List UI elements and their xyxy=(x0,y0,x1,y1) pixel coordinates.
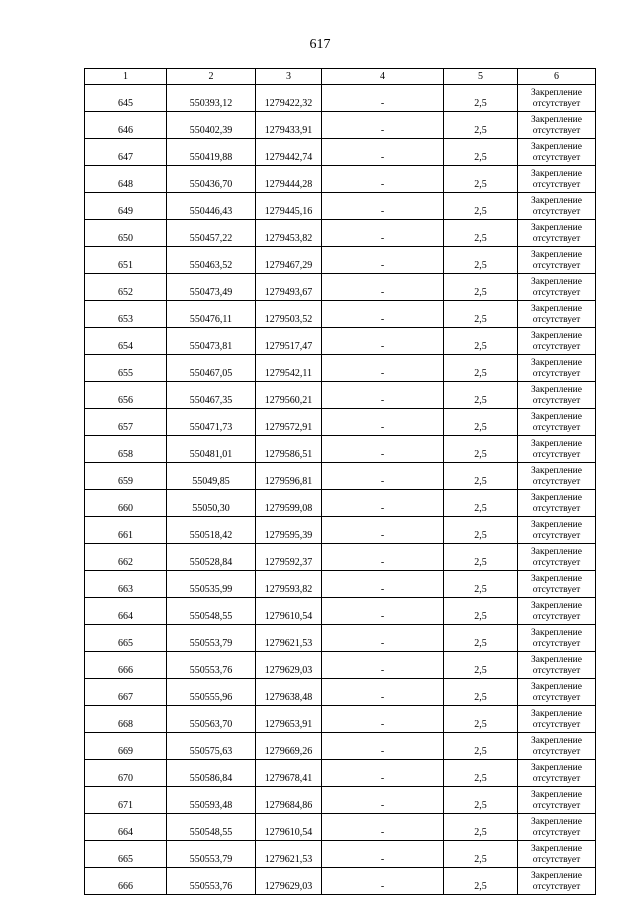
note-text-line: Закрепление xyxy=(531,682,582,692)
column-4-cell: - xyxy=(322,787,444,814)
table-header-row xyxy=(85,69,596,85)
x-coordinate-cell: 550553,79 xyxy=(167,625,256,652)
y-coordinate-cell: 1279493,67 xyxy=(256,274,322,301)
note-text-line: Закрепление xyxy=(531,601,582,611)
table-row xyxy=(85,166,596,193)
table-row xyxy=(85,328,596,355)
x-coordinate-cell: 550393,12 xyxy=(167,85,256,112)
column-4-cell: - xyxy=(322,625,444,652)
x-coordinate-cell: 550555,96 xyxy=(167,679,256,706)
x-coordinate-cell: 550528,84 xyxy=(167,544,256,571)
point-number-cell: 661 xyxy=(85,517,167,544)
column-5-cell: 2,5 xyxy=(444,760,518,787)
y-coordinate-cell: 1279433,91 xyxy=(256,112,322,139)
y-coordinate-cell: 1279621,53 xyxy=(256,841,322,868)
column-5-cell: 2,5 xyxy=(444,517,518,544)
point-number-cell: 667 xyxy=(85,679,167,706)
note-text-line: отсутствует xyxy=(532,801,581,811)
note-text-line: Закрепление xyxy=(531,817,582,827)
column-header: 3 xyxy=(256,69,322,85)
column-4-cell: - xyxy=(322,706,444,733)
note-text-line: Закрепление xyxy=(531,736,582,746)
x-coordinate-cell: 550436,70 xyxy=(167,166,256,193)
column-5-cell: 2,5 xyxy=(444,787,518,814)
column-5-cell: 2,5 xyxy=(444,301,518,328)
y-coordinate-cell: 1279592,37 xyxy=(256,544,322,571)
table-row xyxy=(85,382,596,409)
x-coordinate-cell: 550518,42 xyxy=(167,517,256,544)
y-coordinate-cell: 1279684,86 xyxy=(256,787,322,814)
note-cell xyxy=(518,733,596,760)
note-cell xyxy=(518,220,596,247)
note-text-line: отсутствует xyxy=(532,450,581,460)
table-row xyxy=(85,463,596,490)
point-number-cell: 646 xyxy=(85,112,167,139)
note-text-line: отсутствует xyxy=(532,207,581,217)
note-text-line: отсутствует xyxy=(532,315,581,325)
y-coordinate-cell: 1279596,81 xyxy=(256,463,322,490)
table-row xyxy=(85,787,596,814)
table-row xyxy=(85,355,596,382)
table-row xyxy=(85,544,596,571)
coordinates-table xyxy=(84,68,596,895)
y-coordinate-cell: 1279572,91 xyxy=(256,409,322,436)
column-4-cell: - xyxy=(322,355,444,382)
x-coordinate-cell: 55050,30 xyxy=(167,490,256,517)
table-row xyxy=(85,625,596,652)
note-text-line: Закрепление xyxy=(531,628,582,638)
column-4-cell: - xyxy=(322,328,444,355)
note-cell xyxy=(518,436,596,463)
table-row xyxy=(85,814,596,841)
column-header: 5 xyxy=(444,69,518,85)
column-5-cell: 2,5 xyxy=(444,625,518,652)
note-text-line: отсутствует xyxy=(532,288,581,298)
note-cell xyxy=(518,139,596,166)
point-number-cell: 663 xyxy=(85,571,167,598)
note-text-line: Закрепление xyxy=(531,709,582,719)
note-text-line: Закрепление xyxy=(531,169,582,179)
note-text-line: отсутствует xyxy=(532,828,581,838)
table-row xyxy=(85,274,596,301)
note-text-line: Закрепление xyxy=(531,466,582,476)
point-number-cell: 658 xyxy=(85,436,167,463)
note-text-line: отсутствует xyxy=(532,180,581,190)
table-body xyxy=(85,85,596,895)
point-number-cell: 665 xyxy=(85,625,167,652)
table-row xyxy=(85,598,596,625)
table-row xyxy=(85,841,596,868)
point-number-cell: 664 xyxy=(85,598,167,625)
note-text-line: Закрепление xyxy=(531,574,582,584)
x-coordinate-cell: 550548,55 xyxy=(167,814,256,841)
note-text-line: отсутствует xyxy=(532,882,581,892)
column-5-cell: 2,5 xyxy=(444,463,518,490)
column-5-cell: 2,5 xyxy=(444,247,518,274)
x-coordinate-cell: 550457,22 xyxy=(167,220,256,247)
table-row xyxy=(85,706,596,733)
note-cell xyxy=(518,409,596,436)
note-text-line: Закрепление xyxy=(531,88,582,98)
column-header: 2 xyxy=(167,69,256,85)
x-coordinate-cell: 550463,52 xyxy=(167,247,256,274)
note-cell xyxy=(518,679,596,706)
point-number-cell: 666 xyxy=(85,868,167,895)
point-number-cell: 645 xyxy=(85,85,167,112)
note-cell xyxy=(518,382,596,409)
y-coordinate-cell: 1279560,21 xyxy=(256,382,322,409)
note-text-line: Закрепление xyxy=(531,493,582,503)
y-coordinate-cell: 1279678,41 xyxy=(256,760,322,787)
column-4-cell: - xyxy=(322,598,444,625)
x-coordinate-cell: 550548,55 xyxy=(167,598,256,625)
column-5-cell: 2,5 xyxy=(444,166,518,193)
point-number-cell: 648 xyxy=(85,166,167,193)
note-cell xyxy=(518,85,596,112)
column-5-cell: 2,5 xyxy=(444,490,518,517)
column-4-cell: - xyxy=(322,841,444,868)
column-4-cell: - xyxy=(322,382,444,409)
column-4-cell: - xyxy=(322,274,444,301)
y-coordinate-cell: 1279653,91 xyxy=(256,706,322,733)
note-text-line: отсутствует xyxy=(532,99,581,109)
note-cell xyxy=(518,112,596,139)
column-5-cell: 2,5 xyxy=(444,139,518,166)
note-text-line: Закрепление xyxy=(531,196,582,206)
column-5-cell: 2,5 xyxy=(444,706,518,733)
x-coordinate-cell: 550553,76 xyxy=(167,868,256,895)
column-4-cell: - xyxy=(322,868,444,895)
note-text-line: отсутствует xyxy=(532,396,581,406)
y-coordinate-cell: 1279586,51 xyxy=(256,436,322,463)
y-coordinate-cell: 1279442,74 xyxy=(256,139,322,166)
column-4-cell: - xyxy=(322,139,444,166)
note-text-line: отсутствует xyxy=(532,666,581,676)
note-cell xyxy=(518,868,596,895)
x-coordinate-cell: 550467,05 xyxy=(167,355,256,382)
note-text-line: Закрепление xyxy=(531,223,582,233)
note-cell xyxy=(518,193,596,220)
note-cell xyxy=(518,274,596,301)
column-4-cell: - xyxy=(322,220,444,247)
note-text-line: Закрепление xyxy=(531,304,582,314)
y-coordinate-cell: 1279595,39 xyxy=(256,517,322,544)
column-5-cell: 2,5 xyxy=(444,220,518,247)
x-coordinate-cell: 550593,48 xyxy=(167,787,256,814)
x-coordinate-cell: 550476,11 xyxy=(167,301,256,328)
note-text-line: отсутствует xyxy=(532,153,581,163)
note-text-line: отсутствует xyxy=(532,558,581,568)
point-number-cell: 662 xyxy=(85,544,167,571)
note-text-line: Закрепление xyxy=(531,412,582,422)
column-5-cell: 2,5 xyxy=(444,274,518,301)
point-number-cell: 664 xyxy=(85,814,167,841)
x-coordinate-cell: 550553,76 xyxy=(167,652,256,679)
note-cell xyxy=(518,652,596,679)
x-coordinate-cell: 550535,99 xyxy=(167,571,256,598)
point-number-cell: 660 xyxy=(85,490,167,517)
note-cell xyxy=(518,463,596,490)
column-4-cell: - xyxy=(322,463,444,490)
table-row xyxy=(85,868,596,895)
point-number-cell: 671 xyxy=(85,787,167,814)
column-5-cell: 2,5 xyxy=(444,436,518,463)
y-coordinate-cell: 1279610,54 xyxy=(256,814,322,841)
x-coordinate-cell: 550563,70 xyxy=(167,706,256,733)
note-text-line: отсутствует xyxy=(532,261,581,271)
y-coordinate-cell: 1279621,53 xyxy=(256,625,322,652)
x-coordinate-cell: 550473,81 xyxy=(167,328,256,355)
table-row xyxy=(85,760,596,787)
note-cell xyxy=(518,517,596,544)
column-4-cell: - xyxy=(322,652,444,679)
y-coordinate-cell: 1279453,82 xyxy=(256,220,322,247)
note-text-line: отсутствует xyxy=(532,531,581,541)
column-4-cell: - xyxy=(322,733,444,760)
note-cell xyxy=(518,166,596,193)
column-5-cell: 2,5 xyxy=(444,85,518,112)
column-4-cell: - xyxy=(322,814,444,841)
note-text-line: Закрепление xyxy=(531,385,582,395)
column-5-cell: 2,5 xyxy=(444,328,518,355)
y-coordinate-cell: 1279517,47 xyxy=(256,328,322,355)
note-cell xyxy=(518,490,596,517)
table-row xyxy=(85,571,596,598)
column-5-cell: 2,5 xyxy=(444,598,518,625)
note-text-line: Закрепление xyxy=(531,277,582,287)
note-text-line: отсутствует xyxy=(532,342,581,352)
point-number-cell: 653 xyxy=(85,301,167,328)
note-text-line: Закрепление xyxy=(531,655,582,665)
table-row xyxy=(85,517,596,544)
point-number-cell: 654 xyxy=(85,328,167,355)
table-row xyxy=(85,490,596,517)
note-text-line: Закрепление xyxy=(531,115,582,125)
point-number-cell: 670 xyxy=(85,760,167,787)
column-4-cell: - xyxy=(322,760,444,787)
table-row xyxy=(85,247,596,274)
note-cell xyxy=(518,814,596,841)
x-coordinate-cell: 550419,88 xyxy=(167,139,256,166)
column-4-cell: - xyxy=(322,544,444,571)
column-4-cell: - xyxy=(322,247,444,274)
table-row xyxy=(85,436,596,463)
note-cell xyxy=(518,355,596,382)
x-coordinate-cell: 550467,35 xyxy=(167,382,256,409)
table-row xyxy=(85,193,596,220)
page-number: 617 xyxy=(309,37,331,52)
note-cell xyxy=(518,544,596,571)
point-number-cell: 656 xyxy=(85,382,167,409)
table-row xyxy=(85,679,596,706)
column-header: 1 xyxy=(85,69,167,85)
note-text-line: Закрепление xyxy=(531,142,582,152)
y-coordinate-cell: 1279638,48 xyxy=(256,679,322,706)
column-5-cell: 2,5 xyxy=(444,679,518,706)
column-5-cell: 2,5 xyxy=(444,841,518,868)
y-coordinate-cell: 1279599,08 xyxy=(256,490,322,517)
note-cell xyxy=(518,706,596,733)
note-text-line: отсутствует xyxy=(532,126,581,136)
note-text-line: Закрепление xyxy=(531,331,582,341)
x-coordinate-cell: 55049,85 xyxy=(167,463,256,490)
column-5-cell: 2,5 xyxy=(444,409,518,436)
note-text-line: Закрепление xyxy=(531,844,582,854)
note-text-line: отсутствует xyxy=(532,477,581,487)
y-coordinate-cell: 1279629,03 xyxy=(256,652,322,679)
column-4-cell: - xyxy=(322,409,444,436)
column-4-cell: - xyxy=(322,193,444,220)
table-row xyxy=(85,409,596,436)
note-cell xyxy=(518,328,596,355)
column-5-cell: 2,5 xyxy=(444,112,518,139)
column-4-cell: - xyxy=(322,166,444,193)
y-coordinate-cell: 1279444,28 xyxy=(256,166,322,193)
column-5-cell: 2,5 xyxy=(444,571,518,598)
point-number-cell: 659 xyxy=(85,463,167,490)
point-number-cell: 668 xyxy=(85,706,167,733)
y-coordinate-cell: 1279422,32 xyxy=(256,85,322,112)
x-coordinate-cell: 550481,01 xyxy=(167,436,256,463)
table-row xyxy=(85,733,596,760)
y-coordinate-cell: 1279629,03 xyxy=(256,868,322,895)
note-text-line: отсутствует xyxy=(532,774,581,784)
note-cell xyxy=(518,787,596,814)
column-5-cell: 2,5 xyxy=(444,544,518,571)
note-cell xyxy=(518,301,596,328)
note-cell xyxy=(518,598,596,625)
column-5-cell: 2,5 xyxy=(444,652,518,679)
note-text-line: отсутствует xyxy=(532,855,581,865)
note-text-line: Закрепление xyxy=(531,439,582,449)
y-coordinate-cell: 1279503,52 xyxy=(256,301,322,328)
column-5-cell: 2,5 xyxy=(444,868,518,895)
column-4-cell: - xyxy=(322,85,444,112)
point-number-cell: 652 xyxy=(85,274,167,301)
note-text-line: отсутствует xyxy=(532,585,581,595)
point-number-cell: 647 xyxy=(85,139,167,166)
note-text-line: отсутствует xyxy=(532,423,581,433)
column-4-cell: - xyxy=(322,490,444,517)
note-text-line: Закрепление xyxy=(531,871,582,881)
note-cell xyxy=(518,841,596,868)
note-text-line: отсутствует xyxy=(532,639,581,649)
y-coordinate-cell: 1279610,54 xyxy=(256,598,322,625)
note-text-line: Закрепление xyxy=(531,763,582,773)
y-coordinate-cell: 1279467,29 xyxy=(256,247,322,274)
table-row xyxy=(85,652,596,679)
column-4-cell: - xyxy=(322,301,444,328)
column-5-cell: 2,5 xyxy=(444,193,518,220)
x-coordinate-cell: 550586,84 xyxy=(167,760,256,787)
x-coordinate-cell: 550553,79 xyxy=(167,841,256,868)
table-row xyxy=(85,85,596,112)
note-cell xyxy=(518,247,596,274)
column-header: 4 xyxy=(322,69,444,85)
column-4-cell: - xyxy=(322,571,444,598)
note-text-line: Закрепление xyxy=(531,547,582,557)
column-5-cell: 2,5 xyxy=(444,733,518,760)
note-text-line: отсутствует xyxy=(532,234,581,244)
note-text-line: Закрепление xyxy=(531,520,582,530)
y-coordinate-cell: 1279542,11 xyxy=(256,355,322,382)
x-coordinate-cell: 550446,43 xyxy=(167,193,256,220)
x-coordinate-cell: 550471,73 xyxy=(167,409,256,436)
point-number-cell: 650 xyxy=(85,220,167,247)
note-text-line: Закрепление xyxy=(531,250,582,260)
point-number-cell: 657 xyxy=(85,409,167,436)
column-4-cell: - xyxy=(322,517,444,544)
note-text-line: отсутствует xyxy=(532,693,581,703)
table-row xyxy=(85,301,596,328)
point-number-cell: 655 xyxy=(85,355,167,382)
note-text-line: отсутствует xyxy=(532,504,581,514)
column-5-cell: 2,5 xyxy=(444,382,518,409)
point-number-cell: 665 xyxy=(85,841,167,868)
column-4-cell: - xyxy=(322,679,444,706)
note-text-line: отсутствует xyxy=(532,369,581,379)
table-row xyxy=(85,112,596,139)
column-5-cell: 2,5 xyxy=(444,355,518,382)
point-number-cell: 651 xyxy=(85,247,167,274)
column-4-cell: - xyxy=(322,436,444,463)
x-coordinate-cell: 550575,63 xyxy=(167,733,256,760)
point-number-cell: 669 xyxy=(85,733,167,760)
note-cell xyxy=(518,571,596,598)
note-text-line: отсутствует xyxy=(532,747,581,757)
x-coordinate-cell: 550402,39 xyxy=(167,112,256,139)
note-text-line: Закрепление xyxy=(531,790,582,800)
y-coordinate-cell: 1279445,16 xyxy=(256,193,322,220)
point-number-cell: 649 xyxy=(85,193,167,220)
x-coordinate-cell: 550473,49 xyxy=(167,274,256,301)
note-text-line: Закрепление xyxy=(531,358,582,368)
column-4-cell: - xyxy=(322,112,444,139)
y-coordinate-cell: 1279593,82 xyxy=(256,571,322,598)
point-number-cell: 666 xyxy=(85,652,167,679)
column-header: 6 xyxy=(518,69,596,85)
note-text-line: отсутствует xyxy=(532,720,581,730)
y-coordinate-cell: 1279669,26 xyxy=(256,733,322,760)
note-text-line: отсутствует xyxy=(532,612,581,622)
column-5-cell: 2,5 xyxy=(444,814,518,841)
table-row xyxy=(85,220,596,247)
table-row xyxy=(85,139,596,166)
note-cell xyxy=(518,625,596,652)
note-cell xyxy=(518,760,596,787)
